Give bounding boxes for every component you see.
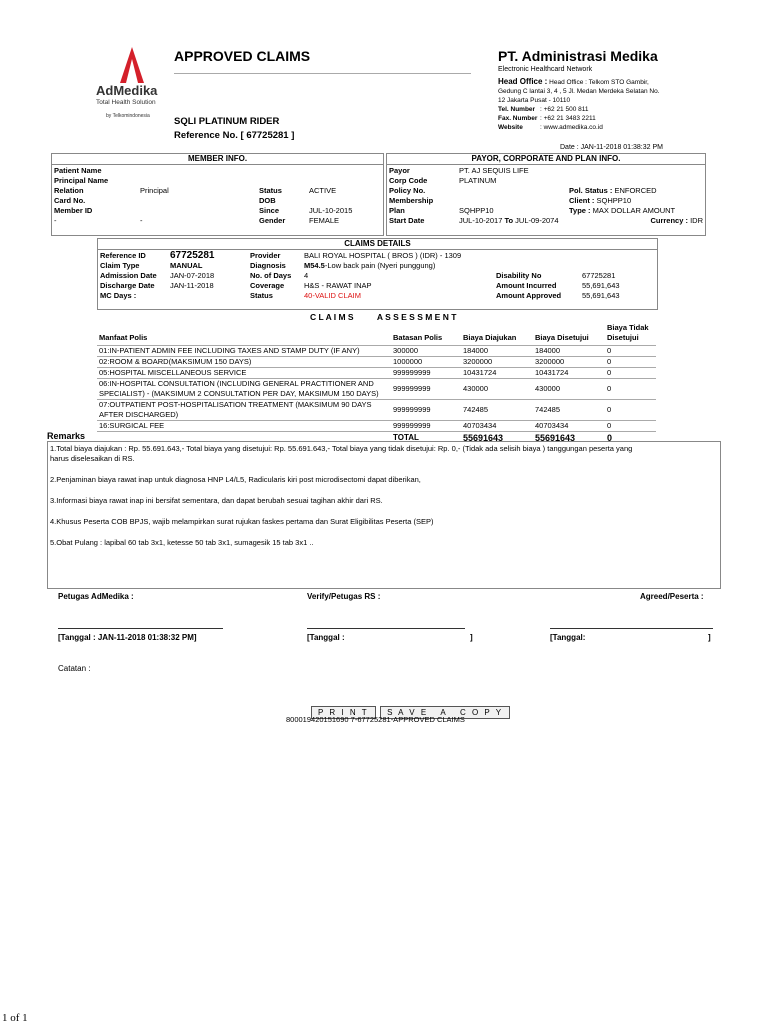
claim-type-value: MANUAL xyxy=(170,261,203,270)
coverage-value: H&S - RAWAT INAP xyxy=(304,281,372,290)
total-label: TOTAL xyxy=(391,432,461,445)
days-value: 4 xyxy=(304,271,309,280)
row-benefit-line1: 07:OUTPATIENT POST-HOSPITALISATION TREATMENT (MAKSIMUM 90 DAYS xyxy=(99,400,372,409)
remark-1b: harus diselesaikan di RS. xyxy=(50,454,135,463)
row-tidak: 0 xyxy=(605,368,656,379)
tanggal-petugas: [Tanggal : JAN-11-2018 01:38:32 PM] xyxy=(58,633,197,642)
page-title: APPROVED CLAIMS xyxy=(174,48,311,64)
since-value: JUL-10-2015 xyxy=(309,206,353,215)
agreed-label: Agreed/Peserta : xyxy=(640,592,704,601)
client-value: SQHPP10 xyxy=(596,196,632,205)
fax-label: Fax. Number xyxy=(498,115,538,122)
amount-incurred-value: 55,691,643 xyxy=(582,281,620,290)
claim-status-label: Status xyxy=(250,291,273,300)
payor-info-box xyxy=(386,153,706,236)
type-label: Type : xyxy=(569,206,591,215)
brand-tagline: Total Health Solution xyxy=(96,99,156,106)
row-disetujui: 430000 xyxy=(533,379,605,400)
start-date-value: JUL-10-2017 xyxy=(459,216,503,225)
row-tidak: 0 xyxy=(605,421,656,432)
row-disetujui: 184000 xyxy=(533,346,605,357)
footer-code: 800019420151690 7-67725281-APPROVED CLAIMS xyxy=(286,715,465,724)
diagnosis-code: M54.5 xyxy=(304,261,325,270)
petugas-label: Petugas AdMedika : xyxy=(58,592,134,601)
table-row xyxy=(97,421,656,432)
relation-label: Relation xyxy=(54,186,84,195)
row-disetujui: 40703434 xyxy=(533,421,605,432)
provider-value: BALI ROYAL HOSPITAL ( BROS ) (IDR) - 1309 xyxy=(304,251,462,260)
assessment-header: C L A I M S A S S E S S M E N T xyxy=(310,312,457,322)
row-benefit: 16:SURGICAL FEE xyxy=(97,421,391,432)
row-batasan: 999999999 xyxy=(391,379,461,400)
status-label: Status xyxy=(259,186,282,195)
discharge-date-label: Discharge Date xyxy=(100,281,155,290)
membership-label: Membership xyxy=(389,196,434,205)
claims-details-box xyxy=(97,238,658,310)
table-row xyxy=(97,346,656,357)
client-label: Client : xyxy=(569,196,595,205)
row-benefit-line2: AFTER DISCHARGED) xyxy=(99,410,179,419)
member-id-label: Member ID xyxy=(54,206,93,215)
tanggal-verify-bracket: ] xyxy=(470,633,473,642)
amount-approved-value: 55,691,643 xyxy=(582,291,620,300)
date-line: Date : JAN-11-2018 01:38:32 PM xyxy=(560,144,663,151)
address-line1: Gedung C lantai 3, 4 , 5 Jl. Medan Merdeka Selatan No. xyxy=(498,88,660,95)
company-name: PT. Administrasi Medika xyxy=(498,48,658,64)
table-row xyxy=(97,368,656,379)
row-tidak: 0 xyxy=(605,379,656,400)
disability-label: Disability No xyxy=(496,271,542,280)
claim-type-label: Claim Type xyxy=(100,261,140,270)
brand-by: by Telkomindonesia xyxy=(106,113,150,119)
amount-incurred-label: Amount Incurred xyxy=(496,281,557,290)
patient-name-label: Patient Name xyxy=(54,166,102,175)
table-row xyxy=(97,357,656,368)
signature-line-1 xyxy=(58,628,223,629)
row-batasan: 300000 xyxy=(391,346,461,357)
reference-id-value: 67725281 xyxy=(170,250,215,261)
row-diajukan: 184000 xyxy=(461,346,533,357)
title-underline xyxy=(174,73,471,74)
web-value: : www.admedika.co.id xyxy=(540,124,603,131)
company-network: Electronic Healthcard Network xyxy=(498,66,593,73)
amount-approved-label: Amount Approved xyxy=(496,291,562,300)
remarks-label: Remarks xyxy=(47,431,86,441)
pol-status-value: ENFORCED xyxy=(614,186,657,195)
remark-4: 4.Khusus Peserta COB BPJS, wajib melampirkan surat rujukan faskes pertama dan Surat Eligibilitas Peserta (SEP) xyxy=(50,517,434,526)
brand-name: AdMedika xyxy=(96,83,158,98)
row-tidak: 0 xyxy=(605,400,656,421)
logo xyxy=(90,45,170,125)
gender-label: Gender xyxy=(259,216,286,225)
tel-label: Tel. Number xyxy=(498,106,536,113)
diagnosis-label: Diagnosis xyxy=(250,261,286,270)
to-label: To xyxy=(504,216,514,225)
col-batasan: Batasan Polis xyxy=(393,333,443,342)
address-line2: 12 Jakarta Pusat - 10110 xyxy=(498,97,571,104)
payor-info-header: PAYOR, CORPORATE AND PLAN INFO. xyxy=(387,154,705,165)
head-office-value: Head Office : Telkom STO Gambir, xyxy=(549,79,649,86)
row-diajukan: 3200000 xyxy=(461,357,533,368)
fax-value: : +62 21 3483 2211 xyxy=(540,115,596,122)
row-benefit-line2: SPECIALIST) - (MAKSIMUM 2 CONSULTATION PER DAY, MAKSIMUM 150 DAYS) xyxy=(99,389,379,398)
relation-value: Principal xyxy=(140,186,169,195)
since-label: Since xyxy=(259,206,280,215)
admedika-logo-icon xyxy=(112,45,152,85)
dash-2: - xyxy=(140,216,143,225)
policy-no-label: Policy No. xyxy=(389,186,426,195)
col-diajukan: Biaya Diajukan xyxy=(463,333,517,342)
status-value: ACTIVE xyxy=(309,186,337,195)
plan-value: SQHPP10 xyxy=(459,206,494,215)
col-disetujui: Biaya Disetujui xyxy=(535,333,589,342)
signature-line-3 xyxy=(550,628,713,629)
catatan-label: Catatan : xyxy=(58,664,91,673)
row-benefit-line1: 06:IN-HOSPITAL CONSULTATION (INCLUDING GENERAL PRACTITIONER AND xyxy=(99,379,374,388)
tel-value: : +62 21 500 811 xyxy=(540,106,589,113)
head-office xyxy=(498,77,698,132)
web-label: Website xyxy=(498,124,523,131)
disability-value: 67725281 xyxy=(582,271,616,280)
payor-value: PT. AJ SEQUIS LIFE xyxy=(459,166,529,175)
corp-code-value: PLATINUM xyxy=(459,176,497,185)
member-info-box xyxy=(51,153,384,236)
corp-code-label: Corp Code xyxy=(389,176,428,185)
col-manfaat: Manfaat Polis xyxy=(99,333,148,342)
claims-details-header: CLAIMS DETAILS xyxy=(98,239,657,250)
admission-date-value: JAN-07-2018 xyxy=(170,271,215,280)
signature-line-2 xyxy=(307,628,465,629)
rider-title: SQLI PLATINUM RIDER xyxy=(174,116,280,127)
row-diajukan: 10431724 xyxy=(461,368,533,379)
coverage-label: Coverage xyxy=(250,281,285,290)
payor-label: Payor xyxy=(389,166,410,175)
reference-number: Reference No. [ 67725281 ] xyxy=(174,130,295,141)
row-batasan: 999999999 xyxy=(391,400,461,421)
diagnosis-value: -Low back pain (Nyeri punggung) xyxy=(324,261,436,270)
remark-3: 3.Informasi biaya rawat inap ini bersifat sementara, dan dapat berubah sesuai tagihan akhir dari RS. xyxy=(50,496,383,505)
pol-status-label: Pol. Status : xyxy=(569,186,613,195)
start-date-label: Start Date xyxy=(389,216,425,225)
total-tidak: 0 xyxy=(605,432,656,445)
discharge-date-value: JAN-11-2018 xyxy=(170,281,214,290)
remark-2: 2.Penjaminan biaya rawat inap untuk diagnosa HNP L4/L5, Radicularis kiri post microdisectomi dapat diberikan, xyxy=(50,475,421,484)
mc-days-label: MC Days : xyxy=(100,291,137,300)
currency-value: IDR xyxy=(690,216,703,225)
remark-5: 5.Obat Pulang : lapibal 60 tab 3x1, ketesse 50 tab 3x1, sumagesik 15 tab 3x1 .. xyxy=(50,538,314,547)
row-batasan: 999999999 xyxy=(391,421,461,432)
provider-label: Provider xyxy=(250,251,281,260)
tanggal-verify: [Tanggal : xyxy=(307,633,345,642)
gender-value: FEMALE xyxy=(309,216,340,225)
head-office-label: Head Office : xyxy=(498,77,548,86)
card-no-label: Card No. xyxy=(54,196,86,205)
claim-status-value: 40-VALID CLAIM xyxy=(304,291,361,300)
col-tidak-line2: Disetujui xyxy=(607,333,639,342)
admission-date-label: Admission Date xyxy=(100,271,157,280)
plan-label: Plan xyxy=(389,206,405,215)
member-info-header: MEMBER INFO. xyxy=(52,154,383,165)
save-copy-button[interactable]: S A V E A C O P Y xyxy=(380,706,510,719)
total-disetujui: 55691643 xyxy=(533,432,605,445)
row-diajukan: 430000 xyxy=(461,379,533,400)
row-diajukan: 40703434 xyxy=(461,421,533,432)
row-benefit: 05:HOSPITAL MISCELLANEOUS SERVICE xyxy=(97,368,391,379)
days-label: No. of Days xyxy=(250,271,292,280)
dash-1: - xyxy=(54,216,57,225)
row-diajukan: 742485 xyxy=(461,400,533,421)
assessment-table xyxy=(97,323,656,444)
col-tidak-line1: Biaya Tidak xyxy=(607,323,649,332)
currency-label: Currency : xyxy=(650,216,688,225)
verify-label: Verify/Petugas RS : xyxy=(307,592,381,601)
print-button[interactable]: P R I N T xyxy=(311,706,376,719)
reference-id-label: Reference ID xyxy=(100,251,146,260)
row-tidak: 0 xyxy=(605,346,656,357)
row-tidak: 0 xyxy=(605,357,656,368)
remark-1a: 1.Total biaya diajukan : Rp. 55.691.643,- Total biaya yang disetujui: Rp. 55.691.643,- Total biaya yang tidak disetujui: Rp. 0,- (Tidak ada selisih biaya ) tanggungan peserta yang xyxy=(50,444,633,453)
type-value: MAX DOLLAR AMOUNT xyxy=(592,206,676,215)
principal-name-label: Principal Name xyxy=(54,176,109,185)
table-row xyxy=(97,400,656,421)
row-disetujui: 10431724 xyxy=(533,368,605,379)
tanggal-agreed-bracket: ] xyxy=(708,633,711,642)
total-diajukan: 55691643 xyxy=(461,432,533,445)
row-disetujui: 742485 xyxy=(533,400,605,421)
table-row xyxy=(97,379,656,400)
row-benefit xyxy=(97,379,391,400)
row-batasan: 999999999 xyxy=(391,368,461,379)
dob-label: DOB xyxy=(259,196,276,205)
row-benefit: 02:ROOM & BOARD(MAKSIMUM 150 DAYS) xyxy=(97,357,391,368)
page-number: 1 of 1 xyxy=(2,1012,28,1024)
row-batasan: 1000000 xyxy=(391,357,461,368)
row-benefit xyxy=(97,400,391,421)
tanggal-agreed: [Tanggal: xyxy=(550,633,586,642)
row-benefit: 01:IN-PATIENT ADMIN FEE INCLUDING TAXES AND STAMP DUTY (IF ANY) xyxy=(97,346,391,357)
col-tidak-disetujui xyxy=(605,323,656,346)
end-date-value: JUL-09-2074 xyxy=(515,216,559,225)
remarks-box xyxy=(47,441,721,589)
row-disetujui: 3200000 xyxy=(533,357,605,368)
